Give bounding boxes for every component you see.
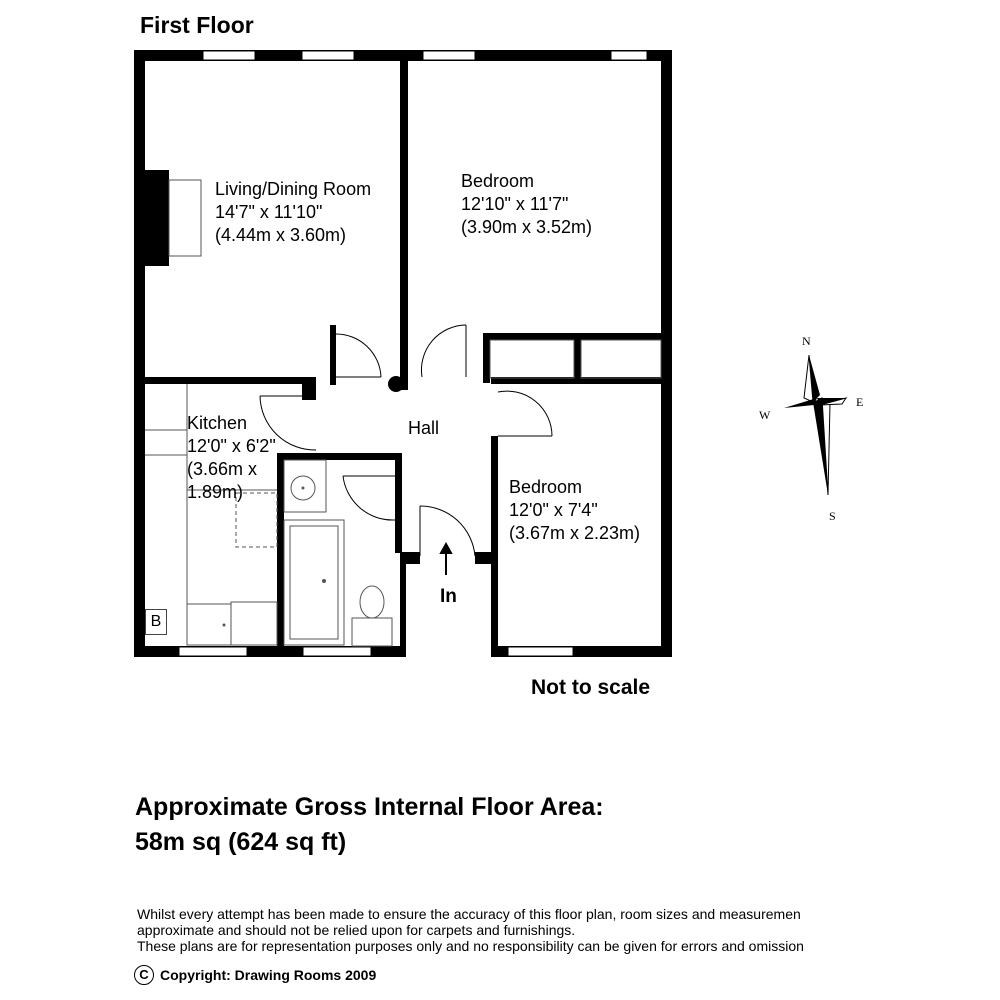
entrance-label: In: [440, 586, 457, 607]
wall-living-bedroom: [400, 50, 408, 390]
room-name: Bedroom: [461, 171, 535, 191]
disclaimer-line: approximate and should not be relied upon for carpets and furnishings.: [137, 922, 576, 938]
sink-unit: [231, 602, 277, 645]
room-kitchen: [187, 412, 276, 504]
compass-e: E: [856, 395, 864, 409]
room-bedroom-2: [509, 476, 640, 545]
floor-area-heading: Approximate Gross Internal Floor Area:: [135, 793, 604, 821]
fireplace-hearth: [169, 180, 201, 256]
disclaimer: [137, 906, 877, 954]
toilet-cistern: [352, 618, 392, 646]
room-size-imperial: 12'0" x 6'2": [187, 436, 276, 456]
toilet: [360, 586, 384, 618]
copyright-icon: C: [134, 965, 154, 985]
wall-living-bottom-b: [330, 325, 336, 385]
room-name: Living/Dining Room: [215, 179, 372, 199]
room-size-metric: (4.44m x 3.60m): [215, 225, 347, 245]
wall-hall-right: [491, 436, 498, 656]
scale-note: Not to scale: [531, 676, 651, 699]
bath-outer: [284, 520, 344, 645]
compass-s: S: [829, 509, 836, 523]
room-size-imperial: 14'7" x 11'10": [215, 202, 323, 222]
wall-cupboard-mid: [574, 333, 581, 383]
wall-cupboard-top: [483, 333, 661, 340]
room-size-metric: (3.66m x: [187, 459, 258, 479]
room-name: Hall: [408, 418, 440, 438]
room-size-metric: (3.67m x 2.23m): [509, 523, 641, 543]
room-name: Kitchen: [187, 413, 248, 433]
basin: [284, 460, 326, 512]
wall-column: [388, 376, 404, 392]
compass-n: N: [802, 334, 811, 348]
boiler-marker: B: [145, 609, 167, 635]
room-hall: [408, 417, 439, 440]
room-bedroom-1: [461, 170, 592, 239]
wall-chimney: [145, 170, 169, 266]
floor-area: [135, 790, 604, 860]
disclaimer-line: Whilst every attempt has been made to ensure the accuracy of this floor plan, room sizes and measuremen: [137, 906, 801, 922]
wall-cupboard-left: [483, 333, 490, 383]
room-size-metric-cont: 1.89m): [187, 482, 244, 502]
wall-entrance-stub-l: [400, 552, 406, 657]
wall-bath-right: [395, 453, 402, 553]
room-name: Bedroom: [509, 477, 583, 497]
wall-right: [661, 50, 672, 657]
bath-inner: [290, 526, 338, 639]
compass-rose: [784, 355, 846, 495]
floor-title: First Floor: [140, 12, 254, 38]
copyright: [134, 965, 376, 985]
wall-kitchen-stub: [302, 380, 316, 400]
room-size-imperial: 12'0" x 7'4": [509, 500, 598, 520]
floor-area-value: 58m sq (624 sq ft): [135, 828, 347, 856]
wall-bath-top: [277, 453, 402, 460]
wall-living-bottom-a: [134, 377, 316, 384]
disclaimer-line: These plans are for representation purposes only and no responsibility can be given for errors and omission: [137, 938, 804, 954]
entrance-arrow: [441, 544, 451, 575]
compass-w: W: [759, 408, 771, 422]
room-living: [215, 178, 371, 247]
wall-left: [134, 50, 145, 657]
walls: [134, 50, 672, 657]
wall-entrance-right: [475, 552, 495, 564]
copyright-text: Copyright: Drawing Rooms 2009: [160, 967, 377, 983]
room-size-imperial: 12'10" x 11'7": [461, 194, 569, 214]
wall-bath-left: [277, 453, 284, 657]
room-size-metric: (3.90m x 3.52m): [461, 217, 593, 237]
